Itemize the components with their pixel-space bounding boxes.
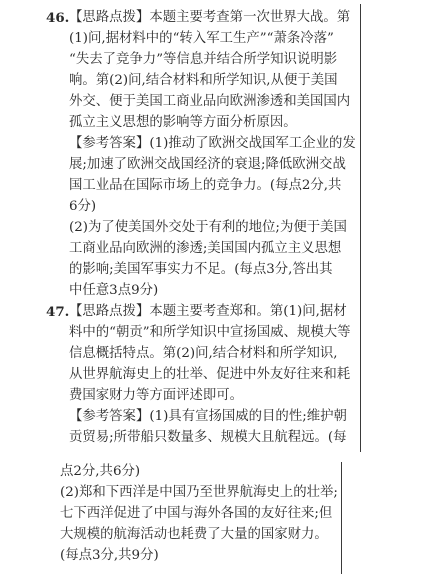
q47-line: 【参考答案】(1)具有宣扬国威的目的性;维护朝 [69,409,347,424]
q47-line: 费国家财力等方面评述即可。 [69,388,244,403]
q46-line: “失去了竞争力”等信息并结合所学知识说明影 [69,52,338,67]
q46-line: 的影响;美国军事实力不足。(每点3分,答出其 [69,262,333,277]
q46-line: (2)为了使美国外交处于有利的地位;为便于美国 [69,220,347,235]
q47-continuation-line: (每点3分,共9分) [60,548,159,563]
q46-line: 孤立主义思想的影响等方面分析原因。 [69,115,297,130]
q47-continuation-line: 大规模的航海活动也耗费了大量的国家财力。 [60,527,328,542]
q47-continuation-line: 七下西洋促进了中国与海外各国的友好往来;但 [60,506,333,521]
top-column-rule [360,4,361,452]
q46-number: 46. [46,10,70,26]
q47-line: 贡贸易;所带船只数量多、规模大且航程远。(每 [69,430,347,445]
q47-line: 【思路点拨】本题主要考查郑和。第(1)问,据材 [69,304,347,319]
q46-line: 【参考答案】(1)推动了欧洲交战国军工企业的发 [69,136,356,151]
q47-number: 47. [46,304,70,320]
q46-line: 响。第(2)问,结合材料和所学知识,从便于美国 [69,73,338,88]
q46-line: 展;加速了欧洲交战国经济的衰退;降低欧洲交战 [69,157,346,172]
bottom-column-rule [341,462,342,574]
q46-line: 【思路点拨】本题主要考查第一次世界大战。第 [69,10,351,25]
q46-line: 6分) [69,199,97,214]
q46-line: 国工业品在国际市场上的竞争力。(每点2分,共 [69,178,342,193]
q46-line: 外交、便于美国工商业品向欧洲渗透和美国国内 [69,94,351,109]
q47-line: 料中的“朝贡”和所学知识中宣扬国威、规模大等 [69,325,351,340]
q47-continuation-line: (2)郑和下西洋是中国乃至世界航海史上的壮举; [60,485,338,500]
q46-line: 中任意3点9分) [69,283,159,298]
q47-continuation-line: 点2分,共6分) [60,464,141,479]
q47-line: 信息概括特点。第(2)问,结合材料和所学知识, [69,346,338,361]
q46-line: (1)问,据材料中的“转入军工生产”“萧条冷落” [69,31,334,46]
q47-line: 从世界航海史上的壮举、促进中外友好往来和耗 [69,367,351,382]
q46-line: 工商业品向欧洲的渗透;美国国内孤立主义思想 [69,241,342,256]
